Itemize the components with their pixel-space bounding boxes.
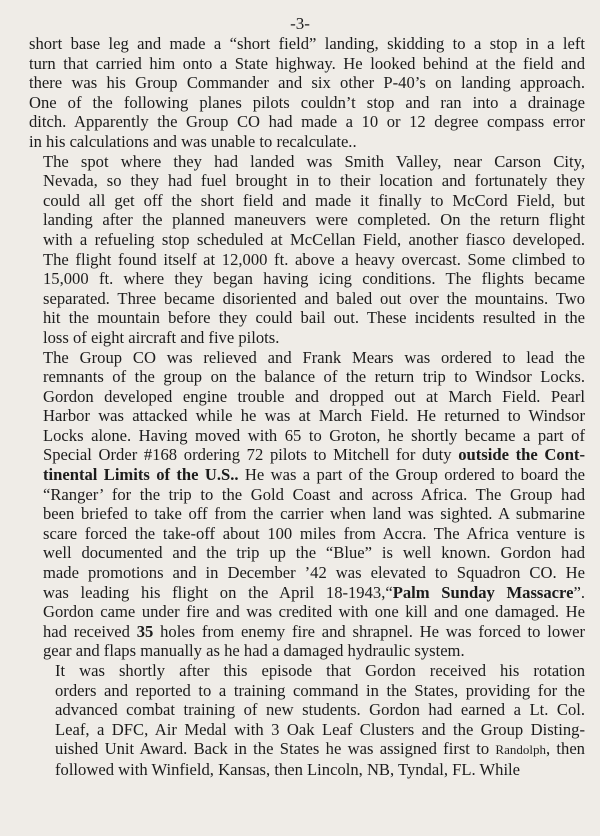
text-line: Locks alone. Having moved with 65 to Groton, he shortly became a part of [43, 425, 585, 445]
text-line: The Group CO was relieved and Frank Mears was ordered to lead the [43, 347, 585, 367]
text-line: loss of eight aircraft and five pilots. [43, 327, 280, 347]
text-line: Gordon developed engine trouble and dropped out at March Field. Pearl [43, 386, 585, 406]
handwritten-insertion: Randolph [495, 742, 546, 758]
text-line: Harbor was attacked while he was at March Field. He returned to Windsor [43, 406, 585, 426]
text-line: separated. Three became disoriented and baled out over the mountains. Two [43, 288, 585, 308]
text-line: Gordon came under fire and was credited with one kill and one damaged. He [43, 602, 585, 622]
page-number: -3- [290, 14, 310, 33]
text-line: ditch. Apparently the Group CO had made a 10 or 12 degree compass error [29, 112, 585, 132]
text-line: could all get off the short field and made it finally to McCord Field, but [43, 190, 585, 210]
text-line: orders and reported to a training command in the States, providing for the [55, 680, 585, 700]
text-line: with a refueling stop scheduled at McCellan Field, another fiasco developed. [43, 229, 585, 249]
text-line: gear and flaps manually as he had a damaged hydraulic system. [43, 641, 465, 661]
text-line: scare forced the take-off about 100 miles from Accra. The Africa venture is [43, 523, 585, 543]
text-line: One of the following planes pilots couldn’t stop and ran into a drainage [29, 92, 585, 112]
text-line: advanced combat training of new students. Gordon had earned a Lt. Col. [55, 700, 585, 720]
text-line: tinental Limits of the U.S.. He was a part of the Group ordered to board the [43, 465, 585, 485]
text-line: been briefed to take off from the carrier when land was sighted. A submarine [43, 504, 585, 524]
body-text [29, 34, 585, 780]
text-line: in his calculations and was unable to recalculate.. [29, 131, 357, 151]
text-line: made promotions and in December ’42 was elevated to Squadron CO. He [43, 563, 585, 583]
text-line: followed with Winfield, Kansas, then Lincoln, NB, Tyndal, FL. While [55, 759, 521, 779]
text-line: “Ranger’ for the trip to the Gold Coast and across Africa. The Group had [43, 484, 585, 504]
text-line: well documented and the trip up the “Blue” is well known. Gordon had [43, 543, 585, 563]
text-line: was leading his flight on the April 18-1943,“Palm Sunday Massacre”. [43, 582, 585, 602]
text-line: landing after the planned maneuvers were completed. On the return flight [43, 210, 585, 230]
text-line: there was his Group Commander and six other P-40’s on landing approach. [29, 73, 585, 93]
paragraph-1 [29, 34, 585, 152]
bold-phrase: Palm Sunday Massacre [392, 582, 574, 602]
paragraph-4 [29, 661, 585, 780]
bold-phrase: tinental Limits of the U.S.. [43, 465, 239, 485]
text-line: The spot where they had landed was Smith Valley, near Carson City, [43, 151, 585, 171]
paragraph-2 [29, 152, 585, 348]
text-line: It was shortly after this episode that Gordon received his rotation [55, 661, 585, 680]
text-line: turn that carried him onto a State highway. He looked behind at the field and [29, 53, 585, 73]
text-line: hit the mountain before they could bail out. These incidents resulted in the [43, 308, 585, 328]
text-line: Nevada, so they had fuel brought in to their location and fortunately they [43, 171, 585, 191]
text-line: 15,000 ft. where they began having icing conditions. The flights became [43, 269, 585, 289]
text-line: remnants of the group on the balance of the return trip to Windsor Locks. [43, 367, 585, 387]
text-line: uished Unit Award. Back in the States he was assigned first to Randolph, then [55, 739, 585, 759]
paragraph-3 [29, 348, 585, 662]
text-line: The flight found itself at 12,000 ft. above a heavy overcast. Some climbed to [43, 249, 585, 269]
bold-phrase: outside the Cont- [458, 445, 585, 465]
handwritten-number: 35 [136, 621, 154, 641]
text-line: short base leg and made a “short field” landing, skidding to a stop in a left [29, 34, 585, 53]
text-line: Leaf, a DFC, Air Medal with 3 Oak Leaf Clusters and the Group Disting- [55, 719, 585, 739]
text-line: had received 35 holes from enemy fire and shrapnel. He was forced to lower [43, 621, 585, 641]
text-line: Special Order #168 ordering 72 pilots to Mitchell for duty outside the Cont- [43, 445, 585, 465]
